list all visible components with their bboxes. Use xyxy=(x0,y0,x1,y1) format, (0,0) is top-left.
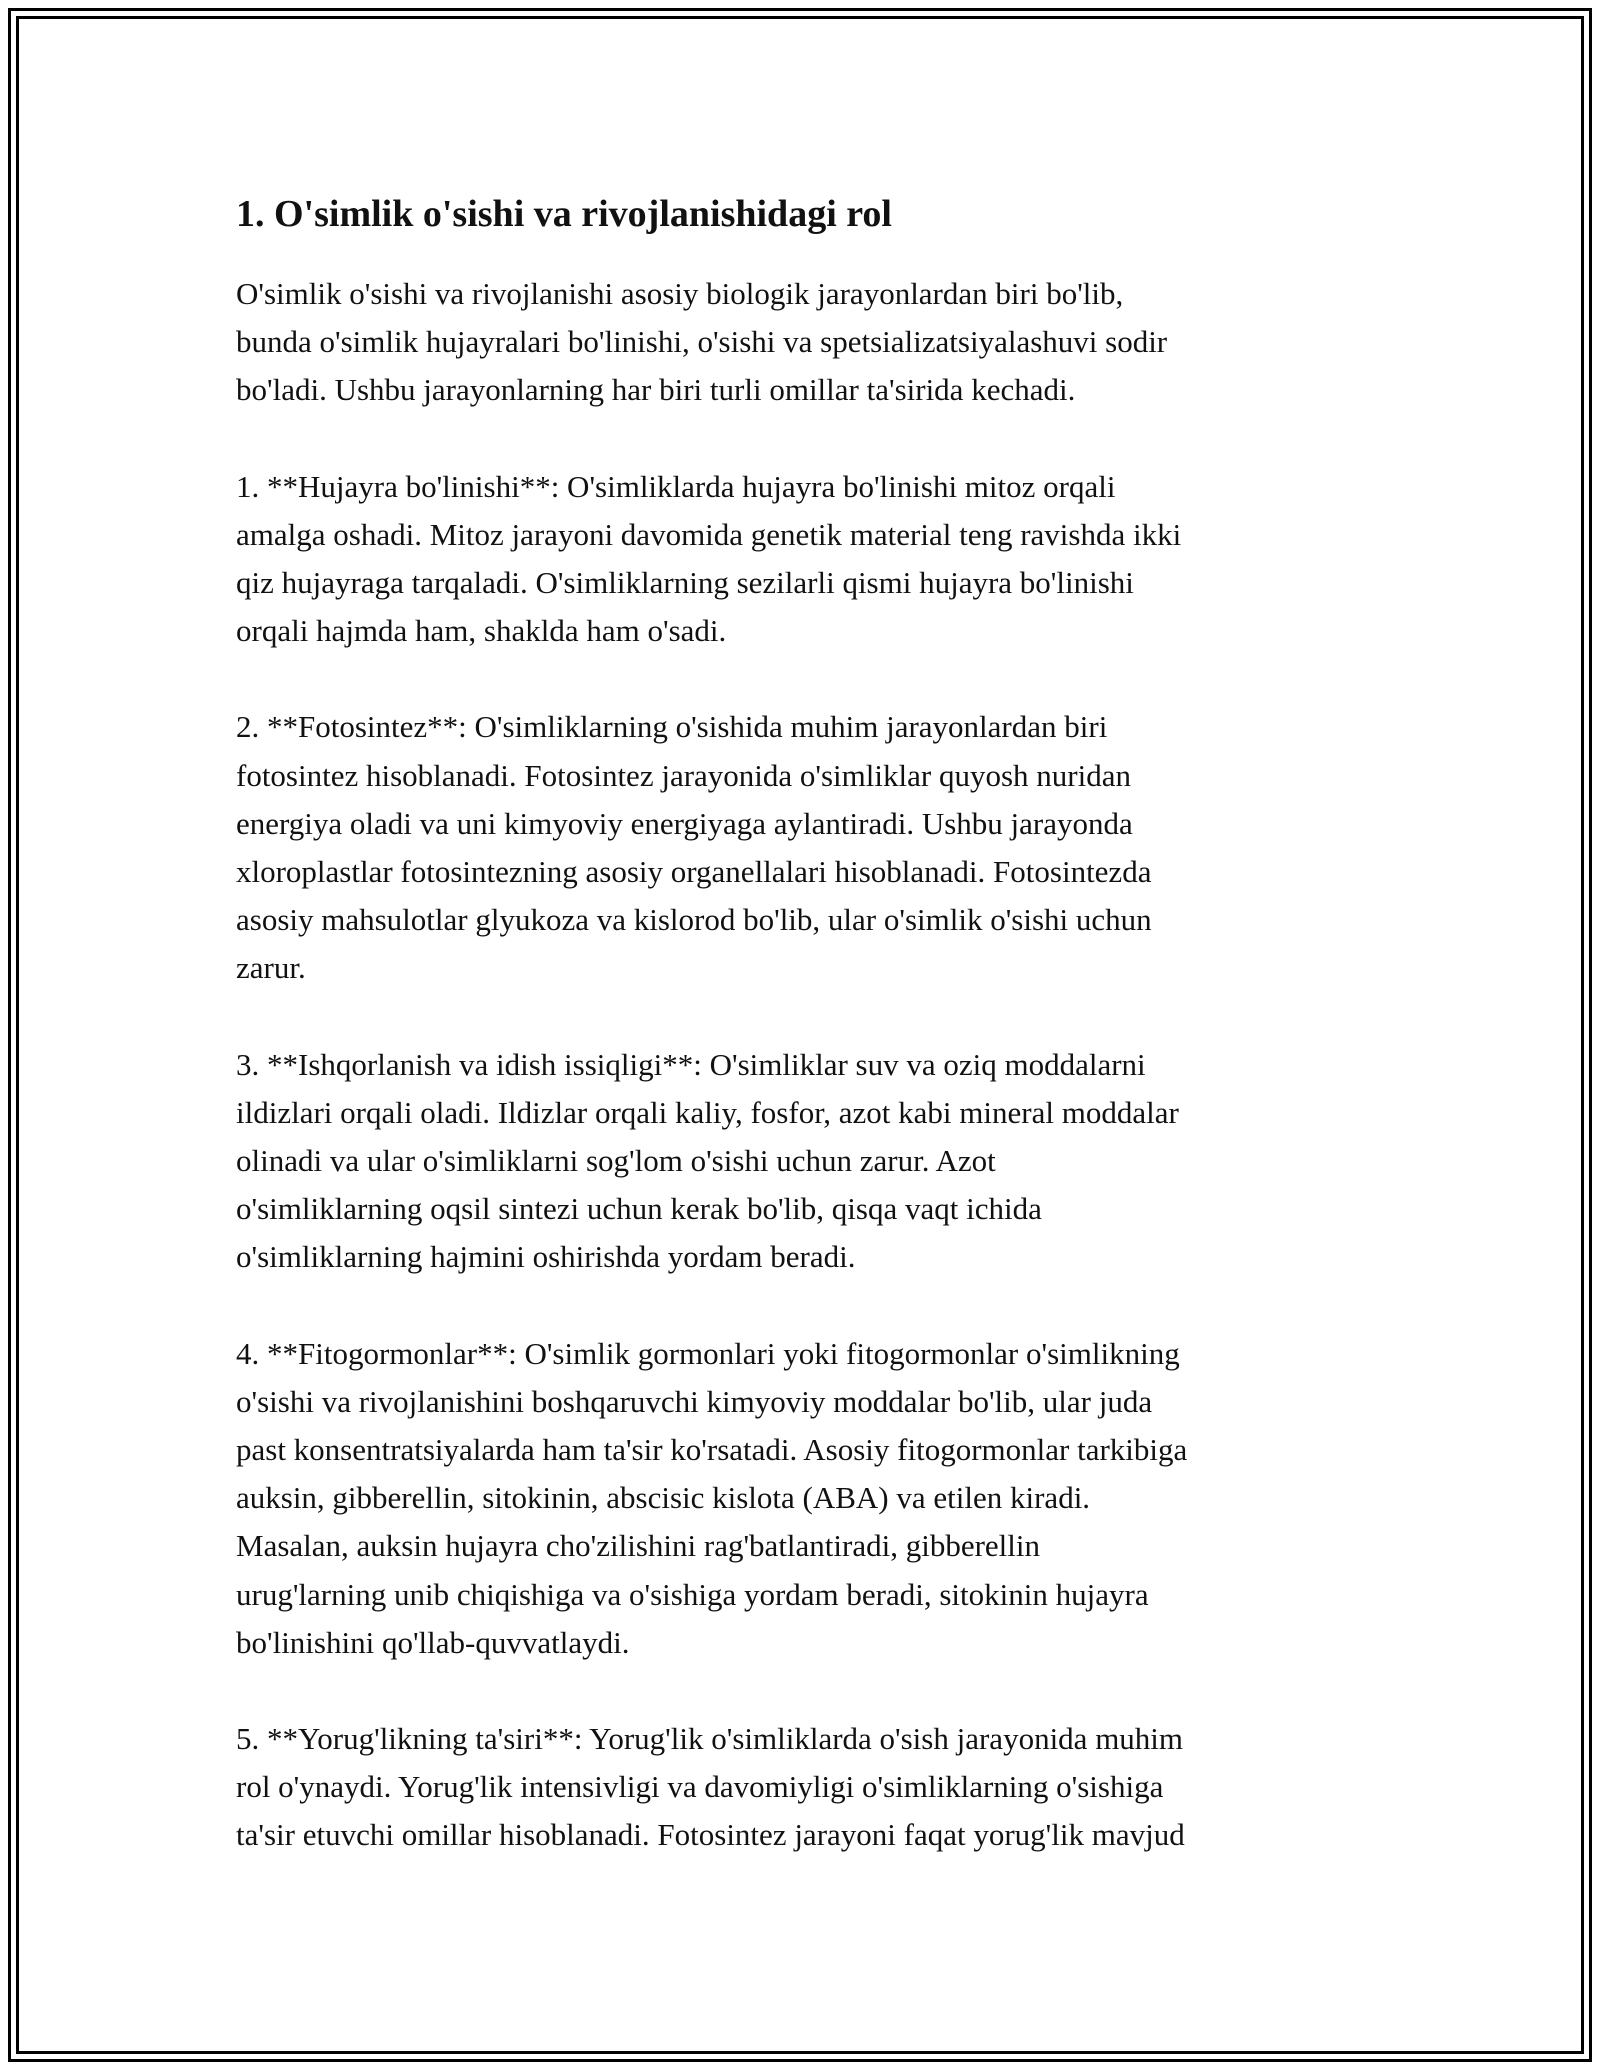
text-line: zarur. xyxy=(236,950,306,986)
text-line: ta'sir etuvchi omillar hisoblanadi. Fotosintez jarayoni faqat yorug'lik mavjud xyxy=(236,1817,1185,1853)
text-line: 2. **Fotosintez**: O'simliklarning o'sishida muhim jarayonlardan biri xyxy=(236,709,1108,745)
text-line: rol o'ynaydi. Yorug'lik intensivligi va davomiyligi o'simliklarning o'sishiga xyxy=(236,1769,1164,1805)
text-line: olinadi va ular o'simliklarni sog'lom o'sishi uchun zarur. Azot xyxy=(236,1143,996,1179)
text-line: urug'larning unib chiqishiga va o'sishiga yordam beradi, sitokinin hujayra xyxy=(236,1576,1149,1612)
text-line: amalga oshadi. Mitoz jarayoni davomida genetik material teng ravishda ikki xyxy=(236,516,1182,552)
paragraph-phytohormones xyxy=(236,1330,1376,1667)
text-line: 5. **Yorug'likning ta'siri**: Yorug'lik o'simliklarda o'sish jarayonida muhim xyxy=(236,1721,1184,1757)
text-line: asosiy mahsulotlar glyukoza va kislorod bo'lib, ular o'simlik o'sishi uchun xyxy=(236,902,1152,938)
text-line: ildizlari orqali oladi. Ildizlar orqali kaliy, fosfor, azot kabi mineral moddalar xyxy=(236,1094,1179,1130)
text-line: xloroplastlar fotosintezning asosiy organellalari hisoblanadi. Fotosintezda xyxy=(236,854,1152,890)
text-line: qiz hujayraga tarqaladi. O'simliklarning sezilarli qismi hujayra bo'linishi xyxy=(236,565,1134,601)
paragraph-light-effect xyxy=(236,1715,1376,1860)
text-line: 4. **Fitogormonlar**: O'simlik gormonlari yoki fitogormonlar o'simlikning xyxy=(236,1335,1180,1371)
section-heading: 1. O'simlik o'sishi va rivojlanishidagi rol xyxy=(236,193,892,235)
text-line: o'sishi va rivojlanishini boshqaruvchi kimyoviy moddalar bo'lib, ular juda xyxy=(236,1383,1153,1419)
text-line: bo'ladi. Ushbu jarayonlarning har biri turli omillar ta'sirida kechadi. xyxy=(236,372,1076,408)
text-line: bo'linishini qo'llab-quvvatlaydi. xyxy=(236,1624,630,1660)
text-line: o'simliklarning oqsil sintezi uchun kerak bo'lib, qisqa vaqt ichida xyxy=(236,1191,1042,1227)
text-line: Masalan, auksin hujayra cho'zilishini rag'batlantiradi, gibberellin xyxy=(236,1528,1041,1564)
text-line: energiya oladi va uni kimyoviy energiyaga aylantiradi. Ushbu jarayonda xyxy=(236,805,1133,841)
text-line: 3. **Ishqorlanish va idish issiqligi**: O'simliklar suv va oziq moddalarni xyxy=(236,1046,1146,1082)
text-line: orqali hajmda ham, shaklda ham o'sadi. xyxy=(236,613,727,649)
paragraph-mineral-uptake xyxy=(236,1041,1376,1282)
text-line: O'simlik o'sishi va rivojlanishi asosiy biologik jarayonlardan biri bo'lib, xyxy=(236,276,1124,311)
paragraph-cell-division xyxy=(236,463,1376,656)
text-line: o'simliklarning hajmini oshirishda yordam beradi. xyxy=(236,1239,856,1275)
text-line: fotosintez hisoblanadi. Fotosintez jarayonida o'simliklar quyosh nuridan xyxy=(236,757,1131,793)
paragraph-photosynthesis xyxy=(236,703,1376,992)
document-body xyxy=(236,186,1376,1908)
paragraph-intro xyxy=(236,270,1376,415)
text-line: past konsentratsiyalarda ham ta'sir ko'rsatadi. Asosiy fitogormonlar tarkibiga xyxy=(236,1432,1188,1468)
text-line: bunda o'simlik hujayralari bo'linishi, o'sishi va spetsializatsiyalashuvi sodir xyxy=(236,324,1168,360)
text-line: 1. **Hujayra bo'linishi**: O'simliklarda hujayra bo'linishi mitoz orqali xyxy=(236,468,1116,504)
text-line: auksin, gibberellin, sitokinin, abscisic kislota (ABA) va etilen kiradi. xyxy=(236,1480,1091,1516)
